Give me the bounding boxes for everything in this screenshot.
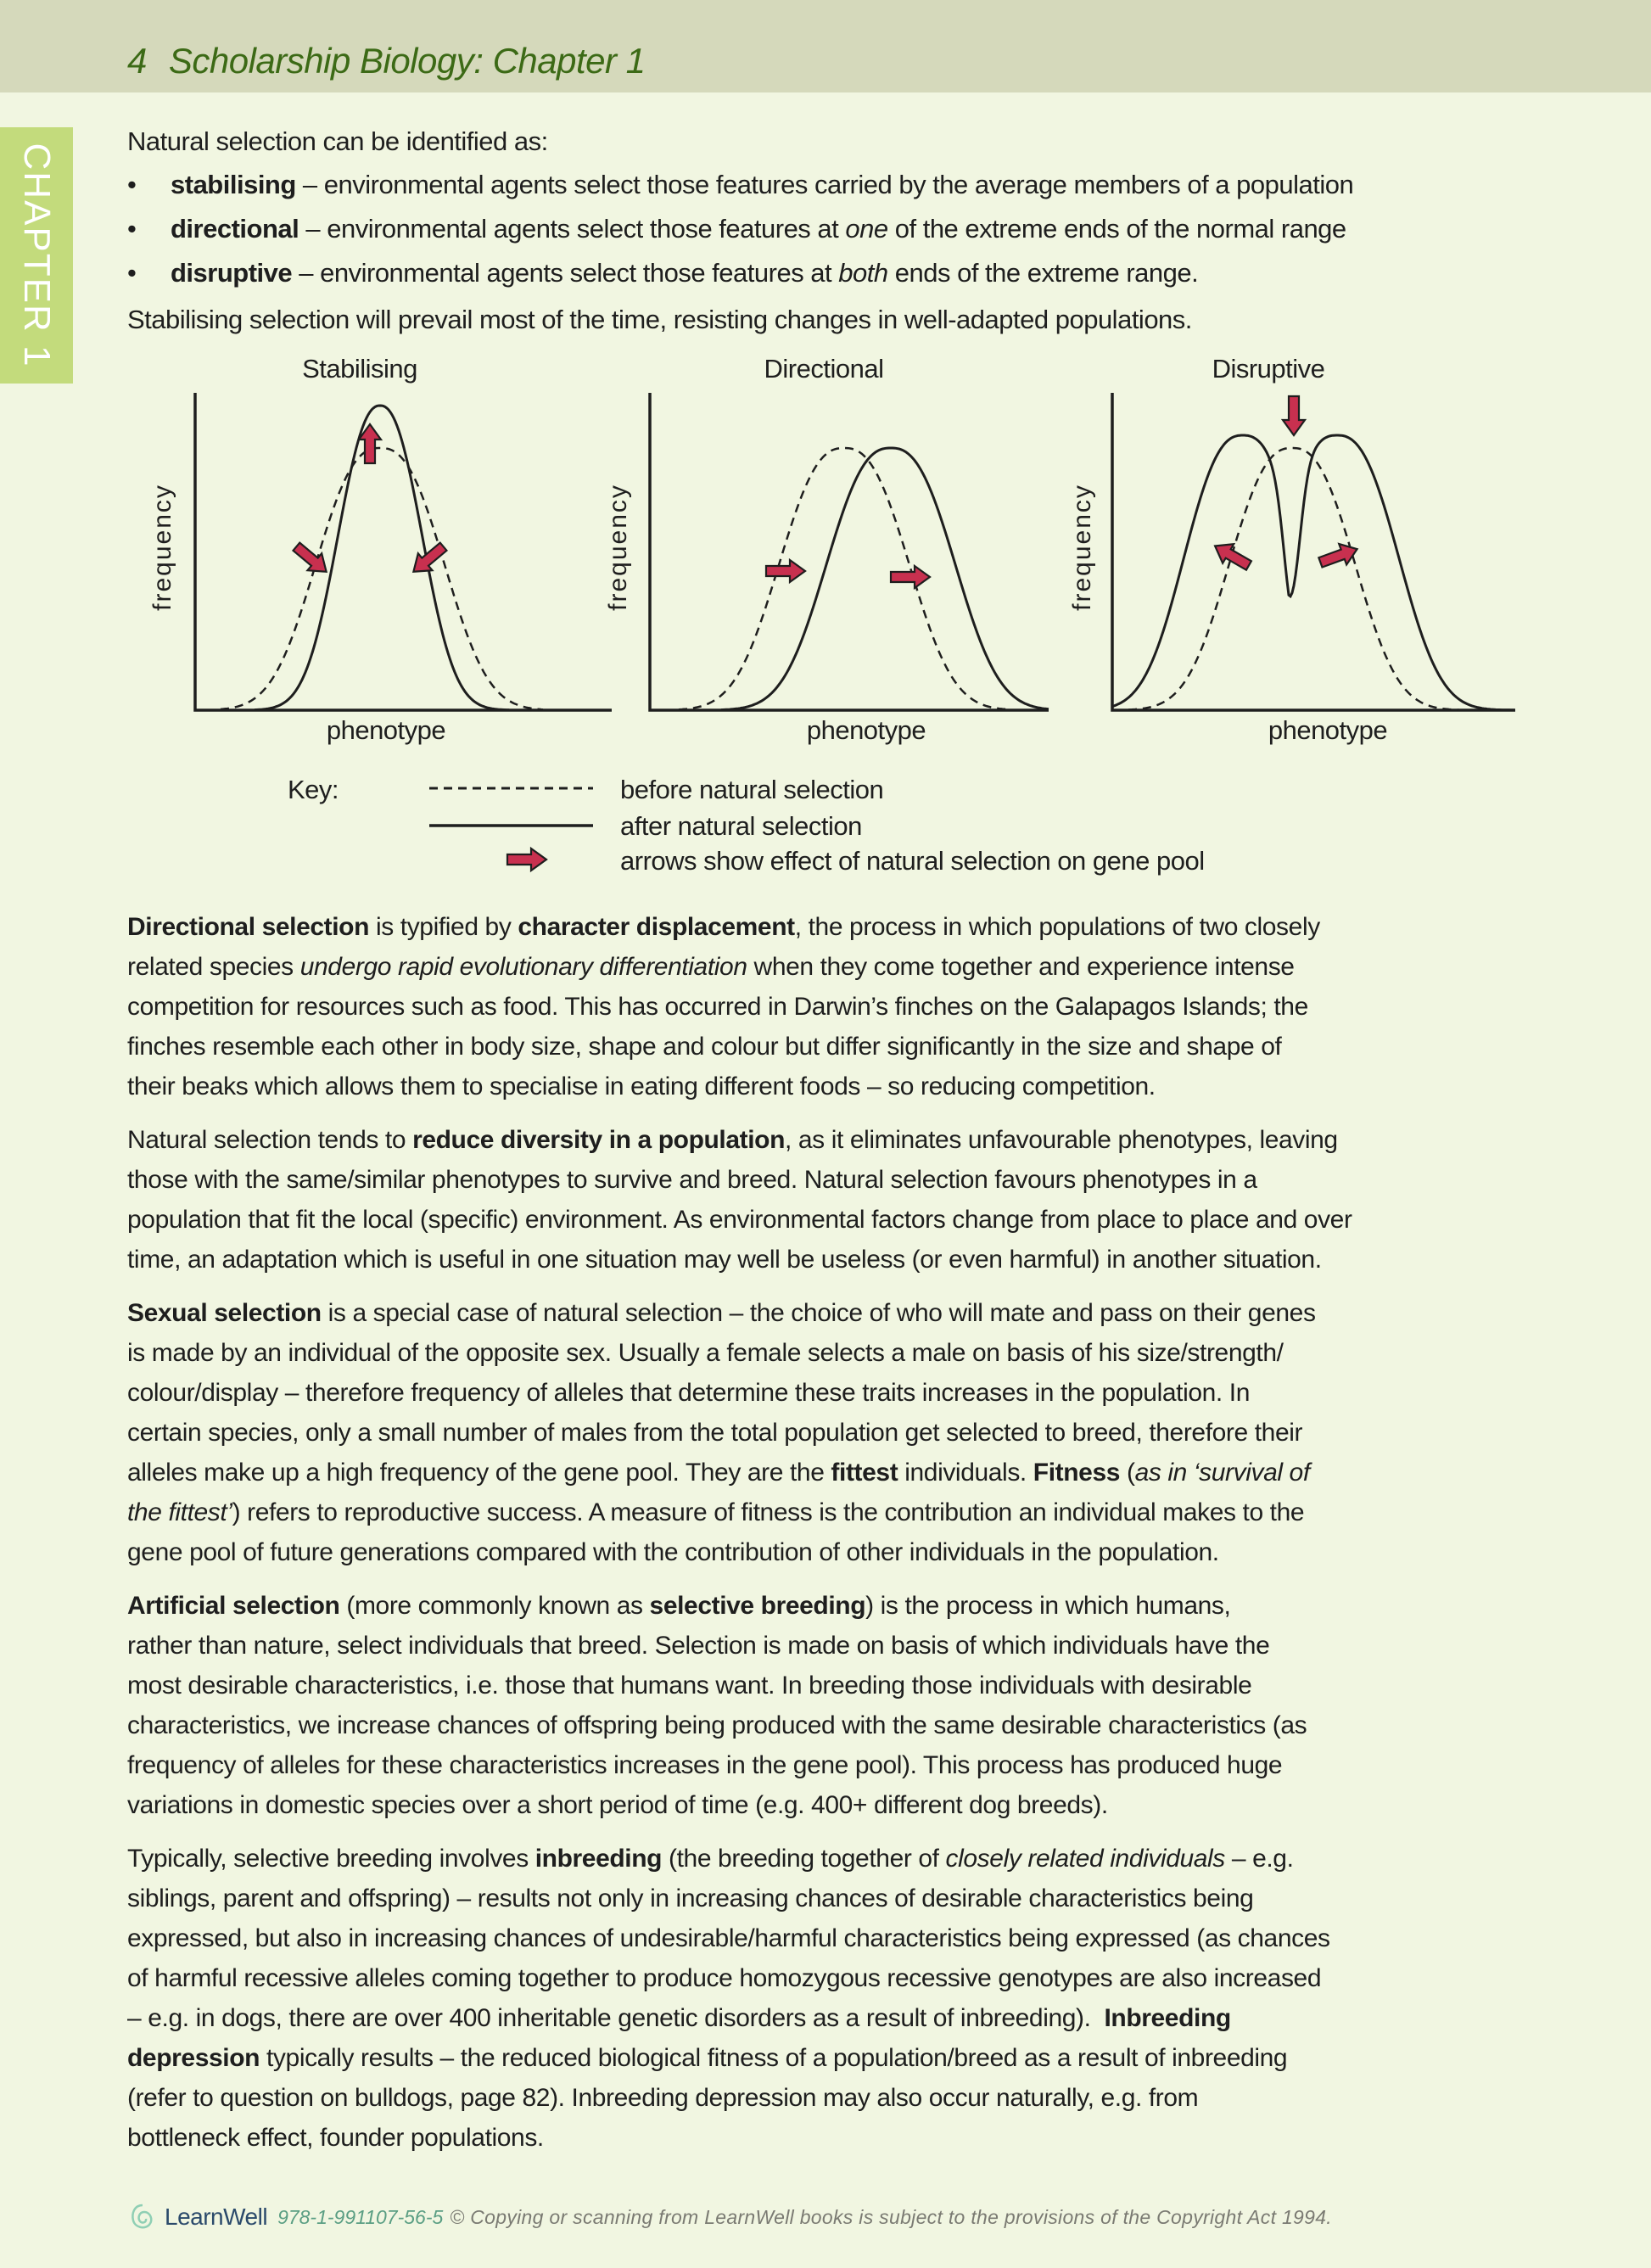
- text-line: [127, 2038, 1570, 2078]
- text: frequency of alleles for these characteristics increases in the gene pool). This process has produced huge: [127, 1751, 1283, 1779]
- text-line: [127, 1413, 1570, 1453]
- text: typically results – the reduced biological fitness of a population/breed as a result of inbreeding: [260, 2044, 1288, 2072]
- text: alleles make up a high frequency of the gene pool. They are the: [127, 1459, 831, 1487]
- text: individuals.: [898, 1459, 1033, 1487]
- bullet-icon: •: [127, 214, 137, 244]
- bold-term: Fitness: [1033, 1459, 1121, 1487]
- text-line: [127, 907, 1570, 947]
- bold-term: depression: [127, 2044, 260, 2072]
- text-line: [127, 1918, 1570, 1958]
- bold-term: inbreeding: [534, 1845, 663, 1873]
- text: when they come together and experience intense: [747, 953, 1295, 981]
- text: , the process in which populations of two closely: [794, 913, 1320, 941]
- text: finches resemble each other in body size, shape and colour but differ significantly in the size and shape of: [127, 1033, 1282, 1061]
- key-arrow-label: arrows show effect of natural selection on gene pool: [620, 846, 1205, 876]
- text: gene pool of future generations compared with the contribution of other individuals in the population.: [127, 1538, 1219, 1566]
- learnwell-logo-icon: [127, 2202, 158, 2232]
- text: – e.g.: [1224, 1845, 1294, 1873]
- definition: – environmental agents select those features at: [292, 258, 839, 288]
- text: Natural selection tends to: [127, 1126, 413, 1154]
- text-line: [127, 1958, 1570, 1998]
- definition: ends of the extreme range.: [887, 258, 1199, 288]
- italic-text: the fittest’: [127, 1498, 232, 1526]
- text-line: [127, 1453, 1570, 1492]
- text-line: [127, 1586, 1570, 1626]
- key-before-label: before natural selection: [620, 775, 884, 804]
- after-curve: [255, 406, 509, 710]
- selection-arrow-icon: [289, 538, 333, 580]
- text: their beaks which allows them to specialise in eating different foods – so reducing competition.: [127, 1072, 1156, 1100]
- after-curve: [721, 448, 1049, 710]
- bold-term: character displacement: [518, 913, 795, 941]
- selection-arrow-icon: [1210, 536, 1255, 575]
- text: colour/display – therefore frequency of alleles that determine these traits increases in the population. In: [127, 1379, 1250, 1407]
- selection-arrow-icon: [766, 560, 805, 582]
- book-title: Scholarship Biology: Chapter 1: [168, 41, 646, 81]
- diagram-title-disruptive: Disruptive: [1212, 354, 1325, 384]
- diagram-title-directional: Directional: [764, 354, 884, 384]
- text: is made by an individual of the opposite sex. Usually a female selects a male on basis of his size/strength/: [127, 1339, 1284, 1367]
- text-line: [127, 1532, 1570, 1572]
- diagram-title-stabilising: Stabilising: [302, 354, 417, 384]
- emphasis: one: [845, 214, 888, 244]
- text: bottleneck effect, founder populations.: [127, 2124, 544, 2152]
- copyright-notice: © Copying or scanning from LearnWell books is subject to the provisions of the Copyright Act 1994.: [450, 2205, 1332, 2228]
- isbn: 978-1-991107-56-5: [277, 2205, 444, 2228]
- text-line: [127, 2078, 1570, 2118]
- selection-arrow-icon: [1317, 539, 1361, 573]
- bold-term: reduce diversity in a population: [412, 1126, 786, 1154]
- text: (: [1120, 1459, 1135, 1487]
- italic-text: closely related individuals: [945, 1845, 1225, 1873]
- text: ) refers to reproductive success. A measure of fitness is the contribution an individual makes to the: [232, 1498, 1305, 1526]
- text-line: [127, 1745, 1570, 1785]
- text: rather than nature, select individuals that breed. Selection is made on basis of which individuals have the: [127, 1632, 1270, 1660]
- text: variations in domestic species over a short period of time (e.g. 400+ different dog breeds).: [127, 1791, 1108, 1819]
- text: expressed, but also in increasing chances of undesirable/harmful characteristics being expressed (as chances: [127, 1924, 1330, 1952]
- text-line: [127, 1666, 1570, 1705]
- paragraph: [127, 1839, 1570, 2158]
- bullet-icon: •: [127, 258, 137, 288]
- selection-arrow-icon: [507, 848, 546, 871]
- text: characteristics, we increase chances of offspring being produced with the same desirable characteristics (as: [127, 1711, 1307, 1739]
- intro-text: Natural selection can be identified as:: [127, 126, 548, 156]
- text: is a special case of natural selection – the choice of who will mate and pass on their genes: [321, 1299, 1316, 1327]
- bold-term: Sexual selection: [127, 1299, 322, 1327]
- y-axis-label: frequency: [604, 484, 632, 611]
- definition: – environmental agents select those features at: [299, 214, 846, 244]
- text-line: [127, 1333, 1570, 1373]
- key-after-label: after natural selection: [620, 811, 862, 841]
- x-axis-label: phenotype: [1268, 715, 1388, 745]
- x-axis-label: phenotype: [326, 715, 446, 745]
- text: time, an adaptation which is useful in one situation may well be useless (or even harmful) in another situation.: [127, 1246, 1322, 1274]
- bold-term: Artificial selection: [127, 1592, 340, 1620]
- text-line: [127, 2118, 1570, 2158]
- footer: [127, 2203, 1332, 2232]
- text: (refer to question on bulldogs, page 82). Inbreeding depression may also occur naturally, e.g. from: [127, 2084, 1199, 2112]
- axes: [1112, 393, 1515, 710]
- text-line: [127, 987, 1570, 1027]
- text: siblings, parent and offspring) – results not only in increasing chances of desirable characteristics being: [127, 1884, 1254, 1912]
- term: disruptive: [171, 258, 293, 288]
- page-number: 4: [127, 41, 147, 81]
- text: , as it eliminates unfavourable phenotypes, leaving: [785, 1126, 1338, 1154]
- y-axis-label: frequency: [1068, 484, 1096, 611]
- text-line: [127, 1027, 1570, 1067]
- text-line: [127, 1626, 1570, 1666]
- text: ) is the process in which humans,: [865, 1592, 1231, 1620]
- after-curve: [1112, 435, 1514, 710]
- bold-term: Inbreeding: [1104, 2004, 1231, 2032]
- text-line: [127, 1492, 1570, 1532]
- text-line: [127, 1120, 1570, 1160]
- paragraph: [127, 907, 1570, 1106]
- text: population that fit the local (specific) environment. As environmental factors change from place to place and over: [127, 1206, 1352, 1234]
- term: directional: [171, 214, 299, 244]
- bullet-icon: •: [127, 170, 137, 199]
- paragraph: [127, 1293, 1570, 1572]
- summary-text: Stabilising selection will prevail most of the time, resisting changes in well-adapted populations.: [127, 305, 1192, 334]
- text: those with the same/similar phenotypes to survive and breed. Natural selection favours phenotypes in a: [127, 1166, 1257, 1194]
- text-line: [127, 1200, 1570, 1240]
- selection-arrow-icon: [1283, 396, 1305, 435]
- text: related species: [127, 953, 300, 981]
- text-line: [127, 1067, 1570, 1106]
- x-axis-label: phenotype: [806, 715, 926, 745]
- text: certain species, only a small number of males from the total population get selected to breed, therefore their: [127, 1419, 1303, 1447]
- paragraph: [127, 1586, 1570, 1825]
- before-curve: [221, 448, 543, 709]
- text-line: [127, 1293, 1570, 1333]
- text: (the breeding together of: [662, 1845, 946, 1873]
- text-line: [127, 1160, 1570, 1200]
- axes: [195, 393, 612, 710]
- text: is typified by: [369, 913, 518, 941]
- text: competition for resources such as food. This has occurred in Darwin’s finches on the Galapagos Islands; the: [127, 993, 1308, 1021]
- text-line: [127, 1839, 1570, 1879]
- italic-text: as in ‘survival of: [1134, 1459, 1310, 1487]
- text-line: [127, 1785, 1570, 1825]
- definition: of the extreme ends of the normal range: [887, 214, 1346, 244]
- key-label: Key:: [288, 775, 339, 804]
- text: (more commonly known as: [339, 1592, 650, 1620]
- bold-term: selective breeding: [649, 1592, 866, 1620]
- text-line: [127, 947, 1570, 987]
- logo-text: LearnWell: [165, 2204, 268, 2230]
- bold-term: Directional selection: [127, 913, 370, 941]
- term: stabilising: [171, 170, 296, 199]
- text-line: [127, 1998, 1570, 2038]
- text: – e.g. in dogs, there are over 400 inheritable genetic disorders as a result of inbreeding).: [127, 2004, 1105, 2032]
- italic-text: undergo rapid evolutionary differentiation: [299, 953, 747, 981]
- paragraph: [127, 1120, 1570, 1280]
- body-text: [127, 907, 1570, 2171]
- chapter-tab-label: CHAPTER 1: [16, 143, 58, 368]
- bold-term: fittest: [831, 1459, 898, 1487]
- text: most desirable characteristics, i.e. those that humans want. In breeding those individuals with desirable: [127, 1672, 1252, 1700]
- text: of harmful recessive alleles coming together to produce homozygous recessive genotypes are also increased: [127, 1964, 1322, 1992]
- text-line: [127, 1373, 1570, 1413]
- text-line: [127, 1240, 1570, 1280]
- selection-diagrams: [0, 0, 1651, 899]
- text-line: [127, 1705, 1570, 1745]
- y-axis-label: frequency: [148, 484, 176, 611]
- definition: – environmental agents select those features carried by the average members of a population: [295, 170, 1354, 199]
- text: Typically, selective breeding involves: [127, 1845, 535, 1873]
- emphasis: both: [838, 258, 888, 288]
- text-line: [127, 1879, 1570, 1918]
